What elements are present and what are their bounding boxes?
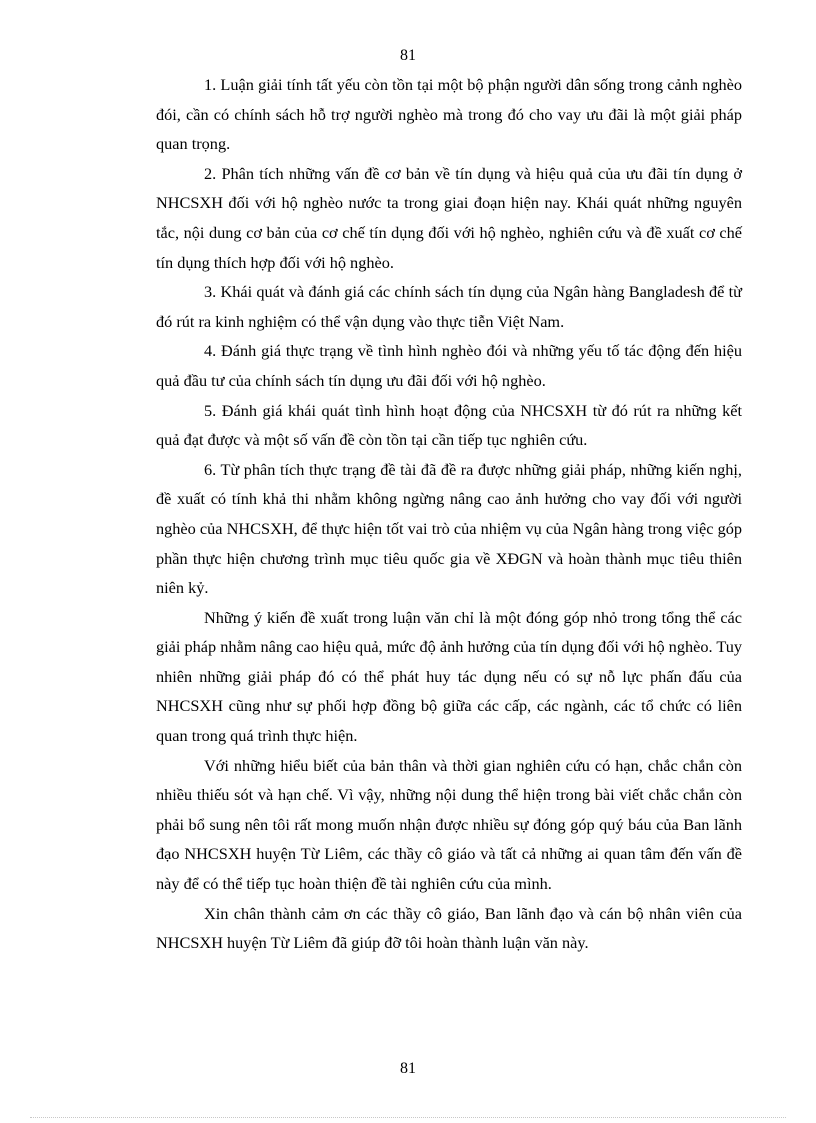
paragraph-1: 1. Luận giải tính tất yếu còn tồn tại một bộ phận người dân sống trong cảnh nghèo đói, cần có chính sách hỗ trợ người nghèo mà trong đó cho vay ưu đãi là một giải pháp quan trọng. [156, 75, 742, 154]
paragraph-9: Xin chân thành cảm ơn các thầy cô giáo, Ban lãnh đạo và cán bộ nhân viên của NHCSXH huyện Từ Liêm đã giúp đỡ tôi hoàn thành luận văn này. [156, 903, 742, 953]
paragraph-3: 3. Khái quát và đánh giá các chính sách tín dụng của Ngân hàng Bangladesh để từ đó rút ra kinh nghiệm có thể vận dụng vào thực tiễn Việt Nam. [156, 282, 742, 331]
page-number-top: 81 [400, 47, 416, 64]
paragraph-4: 4. Đánh giá thực trạng về tình hình nghèo đói và những yếu tố tác động đến hiệu quả đầu tư của chính sách tín dụng ưu đãi đối với hộ nghèo. [156, 341, 742, 390]
paragraph-5: 5. Đánh giá khái quát tình hình hoạt động của NHCSXH từ đó rút ra những kết quả đạt được và một số vấn đề còn tồn tại cần tiếp tục nghiên cứu. [156, 400, 742, 450]
paragraph-2: 2. Phân tích những vấn đề cơ bản về tín dụng và hiệu quả của ưu đãi tín dụng ở NHCSXH đối với hộ nghèo nước ta trong giai đoạn hiện nay. Khái quát những nguyên tắc, nội dung cơ bản của cơ chế tín dụng đối với hộ nghèo, nghiên cứu và đề xuất cơ chế tín dụng thích hợp đối với hộ nghèo. [156, 163, 742, 272]
paragraph-8: Với những hiểu biết của bản thân và thời gian nghiên cứu có hạn, chắc chắn còn nhiều thiếu sót và hạn chế. Vì vậy, những nội dung thể hiện trong bài viết chắc chắn còn phải bổ sung nên tôi rất mong muốn nhận được nhiều sự đóng góp quý báu của Ban lãnh đạo NHCSXH huyện Từ Liêm, các thầy cô giáo và tất cả những ai quan tâm đến vấn đề này để có thể tiếp tục hoàn thiện đề tài nghiên cứu của mình. [156, 755, 742, 894]
document-body [156, 70, 742, 958]
page-bottom-divider [30, 1117, 786, 1118]
paragraph-6: 6. Từ phân tích thực trạng đề tài đã đề ra được những giải pháp, những kiến nghị, đề xuất có tính khả thi nhằm không ngừng nâng cao ảnh hưởng cho vay đối với người nghèo của NHCSXH, để thực hiện tốt vai trò của nhiệm vụ của Ngân hàng trong việc góp phần thực hiện chương trình mục tiêu quốc gia về XĐGN và hoàn thành mục tiêu thiên niên kỷ. [156, 459, 742, 598]
page-number-bottom: 81 [400, 1060, 416, 1077]
paragraph-7: Những ý kiến đề xuất trong luận văn chỉ là một đóng góp nhỏ trong tổng thể các giải pháp nhằm nâng cao hiệu quả, mức độ ảnh hưởng của tín dụng đối với hộ nghèo. Tuy nhiên những giải pháp đó có thể phát huy tác dụng nếu có sự nỗ lực phấn đấu của NHCSXH cũng như sự phối hợp đồng bộ giữa các cấp, các ngành, các tổ chức có liên quan trong quá trình thực hiện. [156, 607, 742, 746]
